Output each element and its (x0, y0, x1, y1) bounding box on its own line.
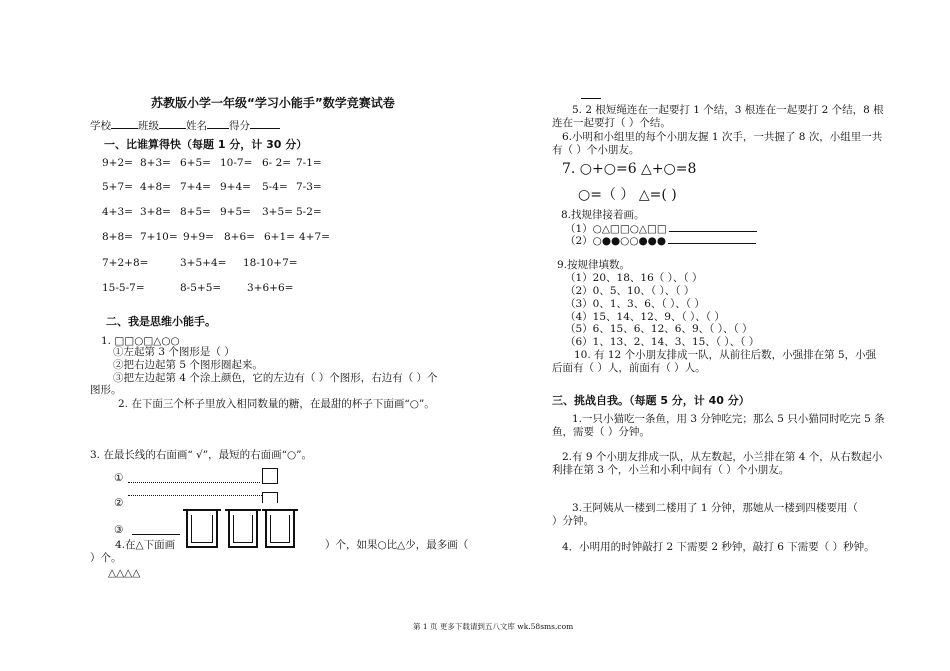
section2-heading: 二、我是思维小能手。 (106, 315, 216, 328)
q6-line1: 6.小明和小组里的每个小朋友握 1 次手，一共握了 8 次，小组里一共 (562, 131, 883, 143)
section3-heading: 三、挑战自我。（每题 5 分，计 40 分） (552, 394, 750, 407)
q4-triangles: △△△△ (108, 567, 141, 579)
q4-text-b: ）个，如果○比△少，最多画（ (325, 539, 469, 551)
section1-heading: 一、比谁算得快（每题 1 分，计 30 分） (104, 138, 308, 151)
q9-title: 9.按规律填数。 (557, 259, 631, 271)
q10-line1: 10. 有 12 个小朋友排成一队，从前往后数，小强排在第 5，小强 (574, 349, 877, 361)
q1-part-c: ③把左边起第 4 个涂上颜色，它的左边有（ ）个图形，右边有（ ）个 (113, 372, 438, 384)
q1-part-c-cont: 图形。 (90, 384, 122, 396)
q9-item-6: （6）1、13、2、14、3、15、（ ）、（ ） (565, 336, 760, 348)
q5-line2: 连在一起要打（ ）个结。 (552, 117, 671, 129)
q9-item-1: （1）20、18、16（ ）、（ ） (565, 272, 703, 284)
q5-line1: 5. 2 根短绳连在一起要打 1 个结，3 根连在一起要打 2 个结，8 根 (572, 104, 884, 116)
cup-1 (186, 509, 218, 548)
q1-part-b: ②把右边起第 5 个图形圈起来。 (113, 359, 263, 371)
q6-line2: 有（ ）个小朋友。 (552, 144, 640, 156)
s3-q3-line2: ）分钟。 (552, 515, 594, 527)
line-3 (132, 534, 180, 535)
line-1 (128, 478, 260, 483)
answer-box-2[interactable] (262, 492, 278, 503)
s3-q1-line2: 鱼，需要（ ）分钟。 (552, 426, 650, 438)
top-rule (581, 98, 601, 99)
q8-pattern-2: （2）○●●○○●●● (565, 234, 756, 248)
line-label-1: ① (114, 472, 124, 484)
answer-box-1[interactable] (262, 468, 278, 484)
page-footer: 第 1 页 更多下载请到五八文库 wk.58sms.com (413, 622, 574, 631)
line-2 (128, 491, 262, 496)
student-info-line: 学校 班级 姓名 得分 (90, 119, 280, 133)
q3-text: 3. 在最长线的右面画“ √”，最短的右面画“○”。 (90, 449, 313, 461)
q8-title: 8.找规律接着画。 (561, 209, 645, 221)
q2-text: 2. 在下面三个杯子里放入相同数量的糖，在最甜的杯子下面画“○”。 (118, 398, 435, 410)
q4-text-a: 4.在△下面画 (115, 539, 176, 551)
s3-q2-line2: 利排在第 3 个，小兰和小利中间有（ ）个小朋友。 (552, 464, 790, 476)
line-label-3: ③ (114, 524, 124, 536)
cup-3 (265, 509, 295, 548)
q9-item-2: （2）0、5、10、（ ）、（ ） (565, 285, 695, 297)
q8-pattern-1: （1）○△□□○△□□ (565, 222, 757, 236)
q4-text-c: ）个。 (90, 552, 122, 564)
s3-q3-line1: 3.王阿姨从一楼到二楼用了 1 分钟，那她从一楼到四楼要用（ (572, 502, 858, 514)
s3-q2-line1: 2.有 9 个小朋友排成一队，从左数起，小兰排在第 4 个，从右数起小 (562, 451, 883, 463)
q1-shapes: 1. □□○□△○○ (101, 335, 180, 347)
q9-item-5: （5）6、15、6、12、6、9、（ ）、（ ） (565, 323, 753, 335)
s3-q1-line1: 1.一只小猫吃一条鱼，用 3 分钟吃完；那么 5 只小猫同时吃完 5 条 (572, 413, 885, 425)
s3-q4: 4．小明用的时钟敲打 2 下需要 2 秒钟，敲打 6 下需要（ ）秒钟。 (562, 541, 875, 553)
q1-part-a: ①左起第 3 个图形是（ ） (113, 346, 235, 358)
q7-equations: 7. ○+○=6 △+○=8 (562, 161, 697, 177)
q10-line2: 后面有（ ）人，前面有（ ）人。 (552, 362, 706, 374)
q9-item-4: （4）15、14、12、9、（ ）、（ ） (565, 311, 725, 323)
cup-2 (228, 509, 258, 548)
page-title: 苏教版小学一年级“学习小能手”数学竞赛试卷 (151, 96, 395, 110)
q7-answers: ○=（ ） △=( ) (578, 187, 677, 203)
line-label-2: ② (114, 497, 124, 509)
q9-item-3: （3）0、1、3、6、（ ）、（ ） (565, 298, 705, 310)
